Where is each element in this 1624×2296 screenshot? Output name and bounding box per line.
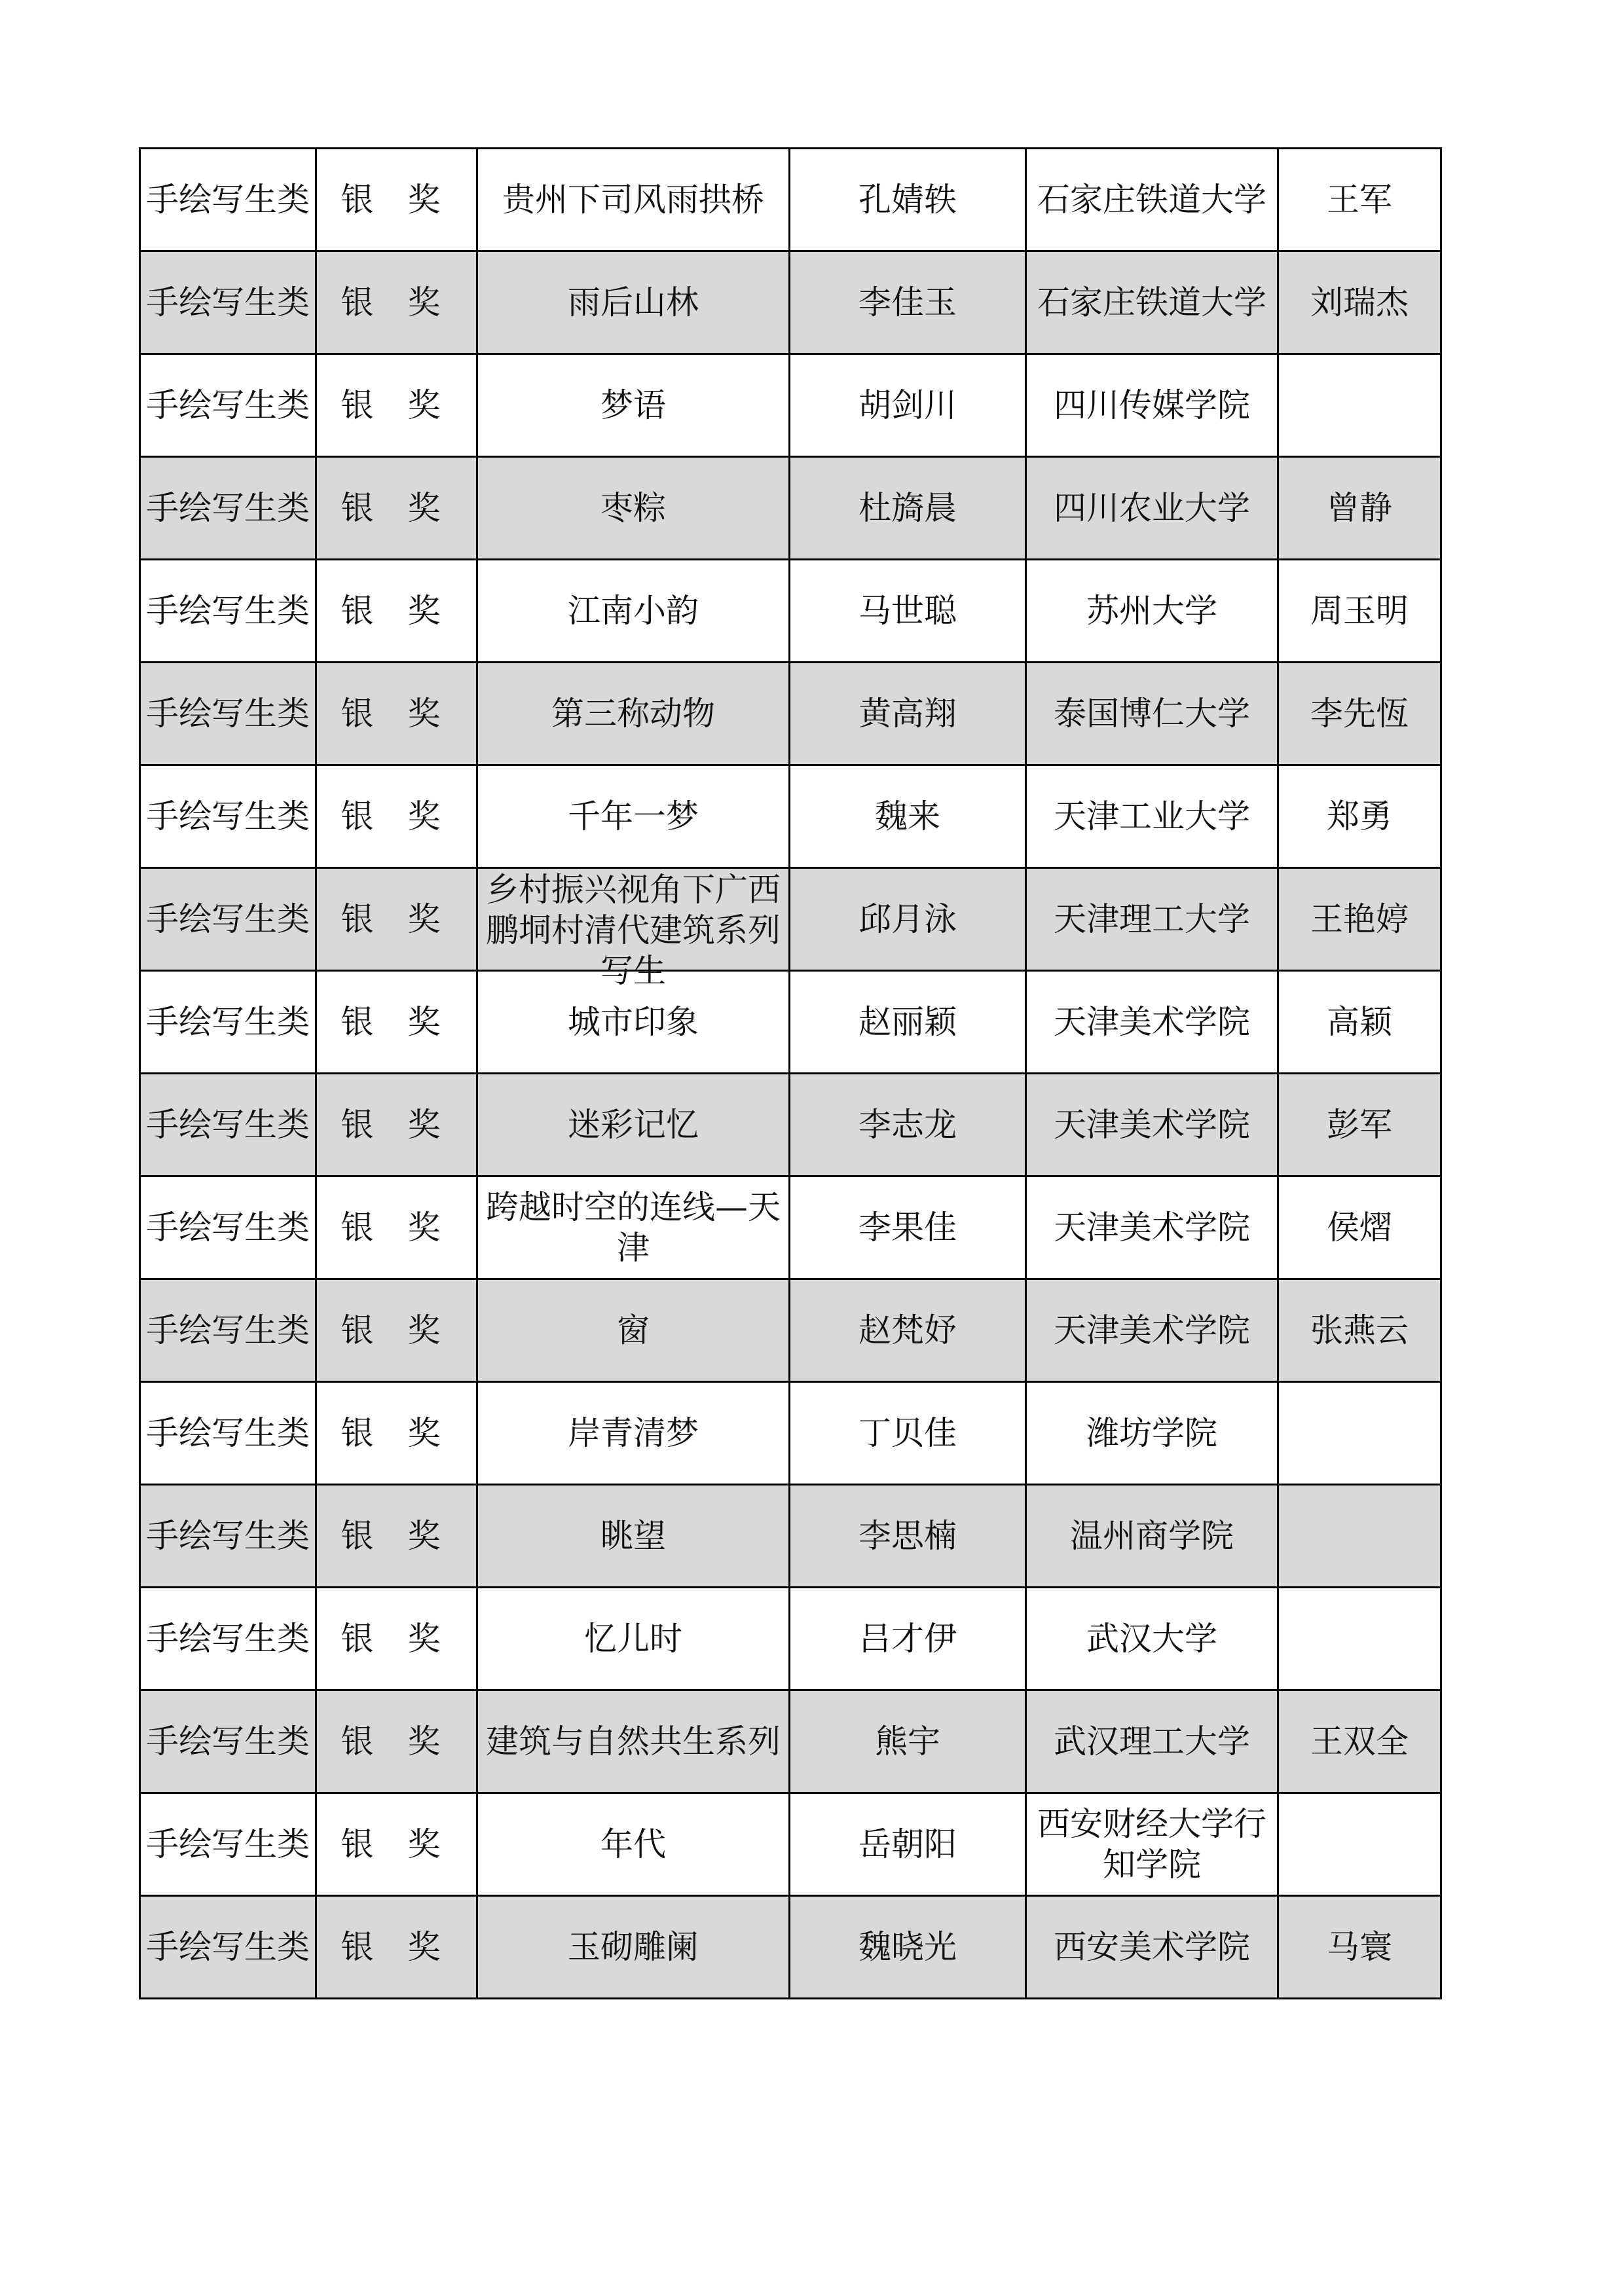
category-cell — [140, 971, 316, 1074]
school-text: 四川传媒学院 — [1054, 386, 1250, 424]
author-text: 熊宇 — [875, 1722, 940, 1760]
author-text: 胡剑川 — [858, 386, 957, 424]
author-cell — [790, 1690, 1026, 1793]
author-text: 李佳玉 — [858, 283, 957, 321]
school-cell — [1026, 1279, 1278, 1382]
advisor-cell — [1278, 971, 1441, 1074]
award-text: 银 奖 — [341, 1414, 452, 1452]
advisor-cell — [1278, 1382, 1441, 1485]
author-cell — [790, 1485, 1026, 1588]
advisor-cell — [1278, 457, 1441, 560]
author-cell — [790, 663, 1026, 765]
advisor-cell — [1278, 1485, 1441, 1588]
advisor-cell — [1278, 560, 1441, 663]
award-cell — [316, 1793, 477, 1896]
school-cell — [1026, 560, 1278, 663]
school-cell — [1026, 663, 1278, 765]
author-text: 魏晓光 — [858, 1928, 957, 1966]
advisor-cell — [1278, 1074, 1441, 1176]
advisor-text: 彭军 — [1327, 1106, 1392, 1144]
advisor-cell — [1278, 149, 1441, 251]
work-cell — [477, 1793, 790, 1896]
award-cell — [316, 765, 477, 868]
category-text: 手绘写生类 — [146, 1722, 310, 1760]
category-text: 手绘写生类 — [146, 797, 310, 835]
table-row — [140, 1279, 1441, 1382]
category-text: 手绘写生类 — [146, 695, 310, 733]
category-cell — [140, 251, 316, 354]
work-text: 迷彩记忆 — [568, 1106, 699, 1144]
work-text: 乡村振兴视角下广西鹏垌村清代建筑系列写生 — [486, 871, 781, 990]
school-cell — [1026, 1176, 1278, 1279]
work-text: 千年一梦 — [568, 797, 699, 835]
award-text: 银 奖 — [341, 1311, 452, 1349]
author-cell — [790, 560, 1026, 663]
author-text: 岳朝阳 — [858, 1825, 957, 1863]
table-row — [140, 1588, 1441, 1690]
category-text: 手绘写生类 — [146, 1003, 310, 1041]
school-text: 武汉理工大学 — [1054, 1722, 1250, 1760]
work-cell — [477, 1588, 790, 1690]
author-text: 赵丽颖 — [858, 1003, 957, 1041]
table-row — [140, 1896, 1441, 1999]
school-cell — [1026, 765, 1278, 868]
work-text: 雨后山林 — [568, 283, 699, 321]
work-cell — [477, 1690, 790, 1793]
category-cell — [140, 868, 316, 971]
author-text: 马世聪 — [858, 592, 957, 630]
category-text: 手绘写生类 — [146, 1311, 310, 1349]
advisor-text: 刘瑞杰 — [1310, 283, 1409, 321]
award-cell — [316, 1690, 477, 1793]
category-cell — [140, 1074, 316, 1176]
advisor-cell — [1278, 354, 1441, 457]
work-cell — [477, 1485, 790, 1588]
award-cell — [316, 1176, 477, 1279]
work-text: 窗 — [617, 1311, 650, 1349]
author-text: 丁贝佳 — [858, 1414, 957, 1452]
advisor-cell — [1278, 765, 1441, 868]
author-cell — [790, 971, 1026, 1074]
category-text: 手绘写生类 — [146, 181, 310, 219]
author-cell — [790, 765, 1026, 868]
advisor-cell — [1278, 1279, 1441, 1382]
school-cell — [1026, 149, 1278, 251]
work-cell — [477, 1382, 790, 1485]
work-cell — [477, 1176, 790, 1279]
author-cell — [790, 1279, 1026, 1382]
table-row — [140, 663, 1441, 765]
author-cell — [790, 868, 1026, 971]
advisor-text: 郑勇 — [1327, 797, 1392, 835]
award-text: 银 奖 — [341, 1209, 452, 1247]
school-text: 武汉大学 — [1086, 1620, 1217, 1658]
award-text: 银 奖 — [341, 283, 452, 321]
work-text: 江南小韵 — [568, 592, 699, 630]
author-cell — [790, 1176, 1026, 1279]
advisor-cell — [1278, 1896, 1441, 1999]
work-cell — [477, 765, 790, 868]
category-cell — [140, 1793, 316, 1896]
category-text: 手绘写生类 — [146, 386, 310, 424]
work-cell — [477, 1279, 790, 1382]
school-text: 温州商学院 — [1070, 1517, 1234, 1555]
category-text: 手绘写生类 — [146, 592, 310, 630]
award-text: 银 奖 — [341, 695, 452, 733]
award-text: 银 奖 — [341, 386, 452, 424]
table-row — [140, 149, 1441, 251]
author-cell — [790, 457, 1026, 560]
work-text: 年代 — [600, 1825, 666, 1863]
school-text: 石家庄铁道大学 — [1037, 283, 1266, 321]
award-text: 银 奖 — [341, 797, 452, 835]
award-text: 银 奖 — [341, 1928, 452, 1966]
work-cell — [477, 560, 790, 663]
author-text: 李志龙 — [858, 1106, 957, 1144]
school-text: 潍坊学院 — [1086, 1414, 1217, 1452]
school-cell — [1026, 457, 1278, 560]
table-row — [140, 1690, 1441, 1793]
author-text: 李思楠 — [858, 1517, 957, 1555]
category-cell — [140, 149, 316, 251]
work-text: 玉砌雕阑 — [568, 1928, 699, 1966]
award-text: 银 奖 — [341, 1003, 452, 1041]
award-cell — [316, 1074, 477, 1176]
school-cell — [1026, 1485, 1278, 1588]
work-cell — [477, 457, 790, 560]
advisor-text: 侯熠 — [1327, 1209, 1392, 1247]
work-cell — [477, 1074, 790, 1176]
award-cell — [316, 1382, 477, 1485]
author-cell — [790, 1588, 1026, 1690]
school-cell — [1026, 1896, 1278, 1999]
award-text: 银 奖 — [341, 489, 452, 527]
category-cell — [140, 1485, 316, 1588]
work-text: 第三称动物 — [551, 695, 715, 733]
author-text: 李果佳 — [858, 1209, 957, 1247]
category-text: 手绘写生类 — [146, 1620, 310, 1658]
table-row — [140, 1176, 1441, 1279]
award-text: 银 奖 — [341, 181, 452, 219]
school-text: 天津美术学院 — [1054, 1003, 1250, 1041]
table-row — [140, 971, 1441, 1074]
school-text: 天津理工大学 — [1054, 900, 1250, 938]
table-row — [140, 251, 1441, 354]
award-text: 银 奖 — [341, 1517, 452, 1555]
advisor-text: 王艳婷 — [1310, 900, 1409, 938]
award-cell — [316, 663, 477, 765]
award-text: 银 奖 — [341, 1106, 452, 1144]
table-row — [140, 765, 1441, 868]
award-list-table — [139, 147, 1442, 1999]
advisor-cell — [1278, 1588, 1441, 1690]
work-text: 跨越时空的连线—天津 — [486, 1188, 781, 1267]
school-cell — [1026, 251, 1278, 354]
school-cell — [1026, 1588, 1278, 1690]
work-text: 城市印象 — [568, 1003, 699, 1041]
advisor-text: 高颖 — [1327, 1003, 1392, 1041]
table-row — [140, 560, 1441, 663]
category-cell — [140, 1896, 316, 1999]
category-cell — [140, 354, 316, 457]
author-text: 赵梵妤 — [858, 1311, 957, 1349]
school-text: 石家庄铁道大学 — [1037, 181, 1266, 219]
school-text: 天津美术学院 — [1054, 1209, 1250, 1247]
category-cell — [140, 560, 316, 663]
work-text: 贵州下司风雨拱桥 — [502, 181, 764, 219]
award-text: 银 奖 — [341, 1722, 452, 1760]
category-text: 手绘写生类 — [146, 283, 310, 321]
school-text: 天津美术学院 — [1054, 1311, 1250, 1349]
author-cell — [790, 1793, 1026, 1896]
advisor-text: 周玉明 — [1310, 592, 1409, 630]
work-text: 建筑与自然共生系列 — [486, 1722, 781, 1760]
work-cell — [477, 868, 790, 990]
work-text: 岸青清梦 — [568, 1414, 699, 1452]
work-cell — [477, 1896, 790, 1999]
school-text: 四川农业大学 — [1054, 489, 1250, 527]
school-text: 苏州大学 — [1086, 592, 1217, 630]
author-text: 杜旖晨 — [858, 489, 957, 527]
award-cell — [316, 149, 477, 251]
advisor-text: 马寰 — [1327, 1928, 1392, 1966]
category-cell — [140, 1382, 316, 1485]
advisor-text: 李先恆 — [1310, 695, 1409, 733]
table-row — [140, 1485, 1441, 1588]
author-cell — [790, 354, 1026, 457]
category-text: 手绘写生类 — [146, 489, 310, 527]
category-text: 手绘写生类 — [146, 1517, 310, 1555]
advisor-cell — [1278, 1793, 1441, 1896]
award-cell — [316, 354, 477, 457]
school-cell — [1026, 1382, 1278, 1485]
work-cell — [477, 354, 790, 457]
award-cell — [316, 1279, 477, 1382]
table-row — [140, 868, 1441, 971]
school-cell — [1026, 971, 1278, 1074]
category-text: 手绘写生类 — [146, 1106, 310, 1144]
category-cell — [140, 1176, 316, 1279]
award-list-body — [140, 149, 1441, 1999]
work-cell — [477, 149, 790, 251]
award-cell — [316, 868, 477, 971]
category-cell — [140, 457, 316, 560]
school-text: 泰国博仁大学 — [1054, 695, 1250, 733]
table-row — [140, 1382, 1441, 1485]
author-cell — [790, 1896, 1026, 1999]
category-text: 手绘写生类 — [146, 1209, 310, 1247]
category-cell — [140, 1279, 316, 1382]
author-text: 吕才伊 — [858, 1620, 957, 1658]
school-cell — [1026, 354, 1278, 457]
work-text: 忆儿时 — [584, 1620, 682, 1658]
category-text: 手绘写生类 — [146, 900, 310, 938]
school-cell — [1026, 868, 1278, 971]
author-cell — [790, 251, 1026, 354]
award-text: 银 奖 — [341, 1825, 452, 1863]
category-text: 手绘写生类 — [146, 1414, 310, 1452]
advisor-cell — [1278, 1176, 1441, 1279]
category-cell — [140, 1690, 316, 1793]
award-text: 银 奖 — [341, 900, 452, 938]
award-text: 银 奖 — [341, 1620, 452, 1658]
work-text: 枣粽 — [600, 489, 666, 527]
table-row — [140, 457, 1441, 560]
award-cell — [316, 1896, 477, 1999]
work-text: 梦语 — [600, 386, 666, 424]
advisor-cell — [1278, 1690, 1441, 1793]
advisor-text: 王军 — [1327, 181, 1392, 219]
category-cell — [140, 765, 316, 868]
author-text: 孔婧轶 — [858, 181, 957, 219]
author-cell — [790, 1074, 1026, 1176]
award-cell — [316, 971, 477, 1074]
author-cell — [790, 149, 1026, 251]
advisor-text: 曾静 — [1327, 489, 1392, 527]
award-cell — [316, 560, 477, 663]
award-cell — [316, 457, 477, 560]
advisor-cell — [1278, 868, 1441, 971]
school-text: 天津工业大学 — [1054, 797, 1250, 835]
advisor-text: 王双全 — [1310, 1722, 1409, 1760]
school-cell — [1026, 1793, 1278, 1896]
school-text: 西安美术学院 — [1054, 1928, 1250, 1966]
author-text: 邱月泳 — [858, 900, 957, 938]
work-cell — [477, 663, 790, 765]
school-cell — [1026, 1690, 1278, 1793]
advisor-cell — [1278, 251, 1441, 354]
award-cell — [316, 251, 477, 354]
school-text: 西安财经大学行知学院 — [1037, 1805, 1266, 1884]
category-text: 手绘写生类 — [146, 1928, 310, 1966]
table-row — [140, 354, 1441, 457]
author-text: 黄高翔 — [858, 695, 957, 733]
award-cell — [316, 1485, 477, 1588]
table-row — [140, 1074, 1441, 1176]
advisor-text: 张燕云 — [1310, 1311, 1409, 1349]
work-cell — [477, 251, 790, 354]
award-text: 银 奖 — [341, 592, 452, 630]
author-text: 魏来 — [875, 797, 940, 835]
table-row — [140, 1793, 1441, 1896]
category-cell — [140, 1588, 316, 1690]
school-text: 天津美术学院 — [1054, 1106, 1250, 1144]
author-cell — [790, 1382, 1026, 1485]
school-cell — [1026, 1074, 1278, 1176]
advisor-cell — [1278, 663, 1441, 765]
category-text: 手绘写生类 — [146, 1825, 310, 1863]
award-cell — [316, 1588, 477, 1690]
category-cell — [140, 663, 316, 765]
work-text: 眺望 — [600, 1517, 666, 1555]
